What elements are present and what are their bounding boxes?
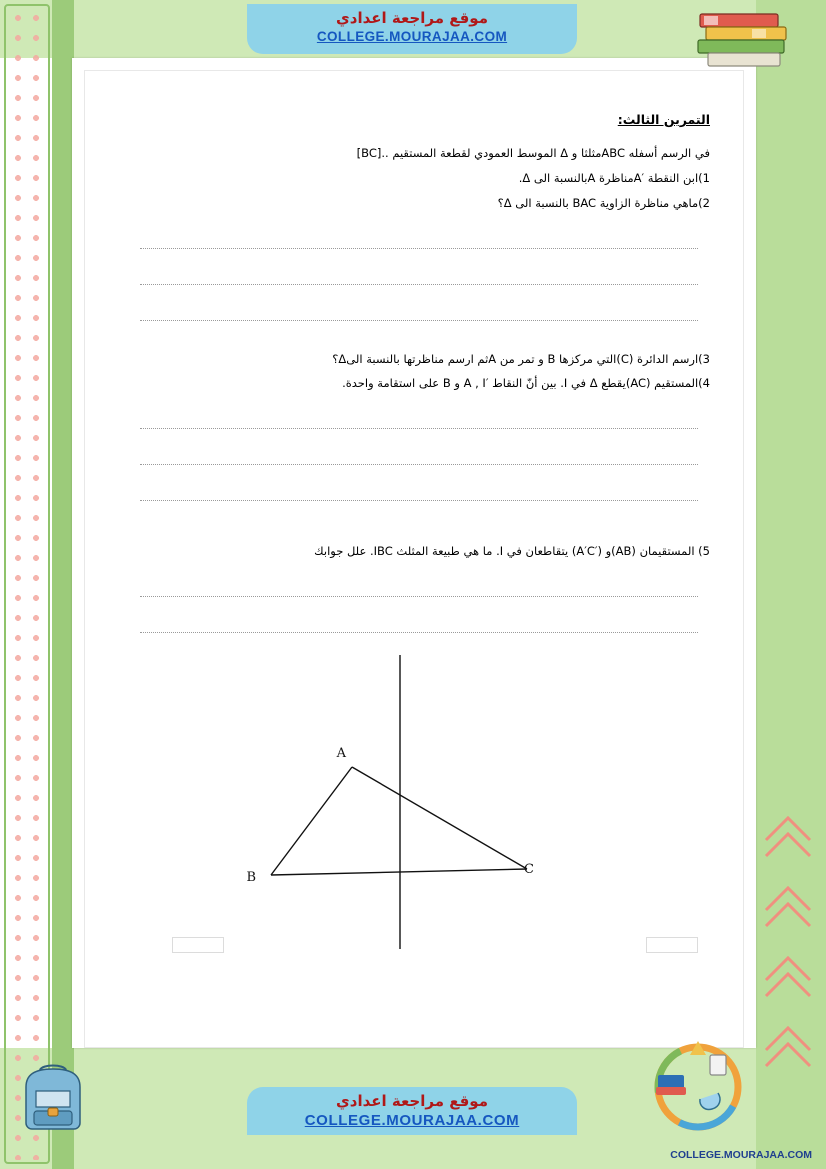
exercise-title: التمرين الثالث: (617, 112, 710, 127)
answer-lines-group-3 (140, 575, 698, 633)
header-site-url: COLLEGE.MOURAJAA.COM (316, 29, 508, 44)
books-illustration (692, 6, 802, 76)
answer-line[interactable] (140, 227, 698, 249)
decor-dotted-strip (8, 8, 46, 1160)
label-A: A (336, 746, 346, 762)
answer-line[interactable] (140, 575, 698, 597)
bottom-mark-right (646, 937, 698, 953)
chevron-decoration (758, 800, 818, 1120)
label-B: B (246, 870, 256, 886)
geometry-figure (110, 647, 718, 957)
answer-line[interactable] (140, 479, 698, 501)
footer-site-url: COLLEGE.MOURAJAA.COM (304, 1112, 520, 1129)
label-C: C (524, 862, 534, 878)
header-banner (247, 4, 577, 54)
question-4: 4)المستقيم (AC)يقطع Δ في I. بين أنّ النقاط ′A , I و B على استقامة واحدة. (342, 376, 710, 391)
answer-line[interactable] (140, 263, 698, 285)
backpack-illustration (14, 1061, 92, 1135)
segment-BC (271, 869, 527, 875)
bottom-mark-left (172, 937, 224, 953)
header-site-name: موقع مراجعة اعدادي (336, 9, 488, 27)
decor-left-band (52, 0, 74, 1169)
worksheet-content (84, 70, 744, 1048)
question-5: 5) المستقيمان (AB)و (′A′C) يتقاطعان في I. ما هي طبيعة المثلث IBC. علل جوابك (314, 544, 710, 559)
answer-lines-group-1 (140, 227, 698, 321)
science-illustration (646, 1035, 750, 1139)
question-1: 1)ابن النقطة ′Aمناظرة Aبالنسبة الى Δ. (518, 170, 710, 185)
answer-line[interactable] (140, 407, 698, 429)
segment-AC (352, 767, 527, 869)
answer-lines-group-2 (140, 407, 698, 501)
question-2: 2)ماهي مناظرة الزاوية BAC بالنسبة الى Δ؟ (497, 195, 710, 210)
answer-line[interactable] (140, 299, 698, 321)
question-3: 3)ارسم الدائرة (C)التي مركزها B و تمر من Aثم ارسم مناظرتها بالنسبة الىΔ؟ (332, 351, 710, 366)
footer-corner-url: COLLEGE.MOURAJAA.COM (670, 1149, 812, 1161)
answer-line[interactable] (140, 611, 698, 633)
page-bottom-marks (136, 935, 692, 953)
footer-banner (247, 1087, 577, 1135)
exercise-intro: في الرسم أسفله ABCمثلثا و Δ الموسط العمودي لقطعة المستقيم ..[BC] (356, 146, 710, 160)
footer-site-name: موقع مراجعة اعدادي (336, 1092, 488, 1110)
segment-AB (271, 767, 352, 875)
answer-line[interactable] (140, 443, 698, 465)
triangle-diagram (108, 647, 718, 957)
